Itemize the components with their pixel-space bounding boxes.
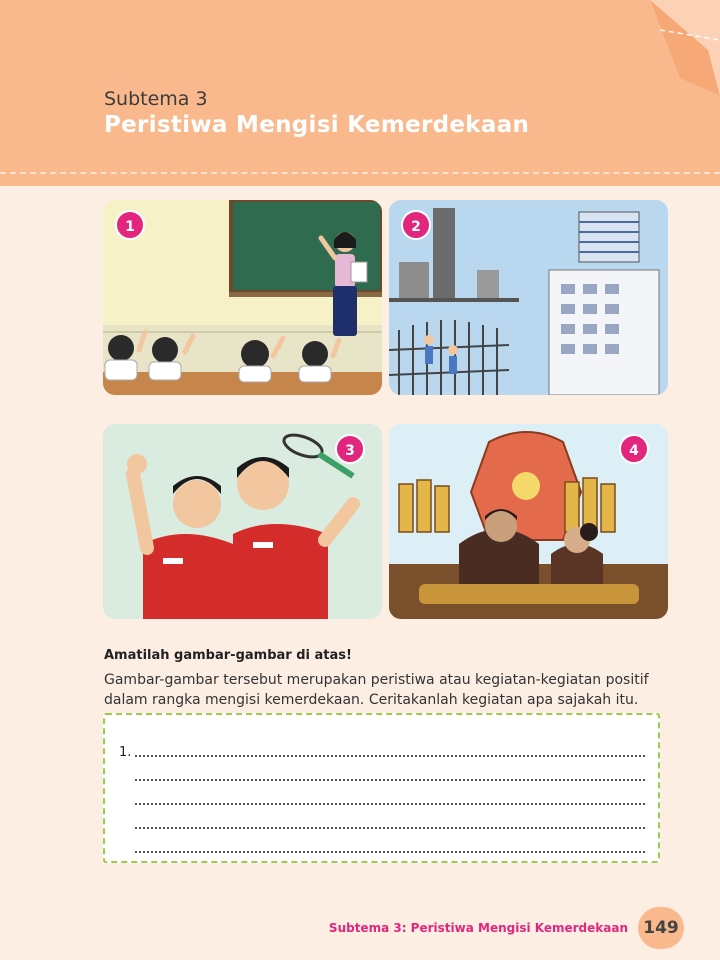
picture-4-badge: 4 [619,434,649,464]
answer-line[interactable] [135,803,645,805]
picture-1-badge: 1 [115,210,145,240]
header-dashed-divider [0,172,720,174]
instruction-paragraph: Gambar-gambar tersebut merupakan peristiwa atau kegiatan-kegiatan positif dalam rangka mengisi kemerdekaan. Ceritakanlah kegiatan apa sajakah itu. [104,672,649,708]
answer-box[interactable] [103,713,660,863]
picture-3-badminton [103,424,382,619]
answer-line[interactable] [135,755,645,757]
subtema-title: Peristiwa Mengisi Kemerdekaan [104,112,530,138]
picture-3-badge: 3 [335,434,365,464]
instruction-heading: Amatilah gambar-gambar di atas! [104,648,352,663]
answer-number: 1. [119,745,132,760]
picture-1-classroom [103,200,382,395]
page-number: 149 [638,907,684,949]
answer-line[interactable] [135,851,645,853]
picture-4-wayang [389,424,668,619]
answer-line[interactable] [135,779,645,781]
answer-line[interactable] [135,827,645,829]
picture-2-construction [389,200,668,395]
folded-corner-icon [650,0,720,96]
classroom-illustration [103,200,382,395]
footer-running-title: Subtema 3: Peristiwa Mengisi Kemerdekaan [328,921,628,935]
picture-2-badge: 2 [401,210,431,240]
subtema-number: Subtema 3 [104,88,208,110]
construction-illustration [389,200,668,395]
